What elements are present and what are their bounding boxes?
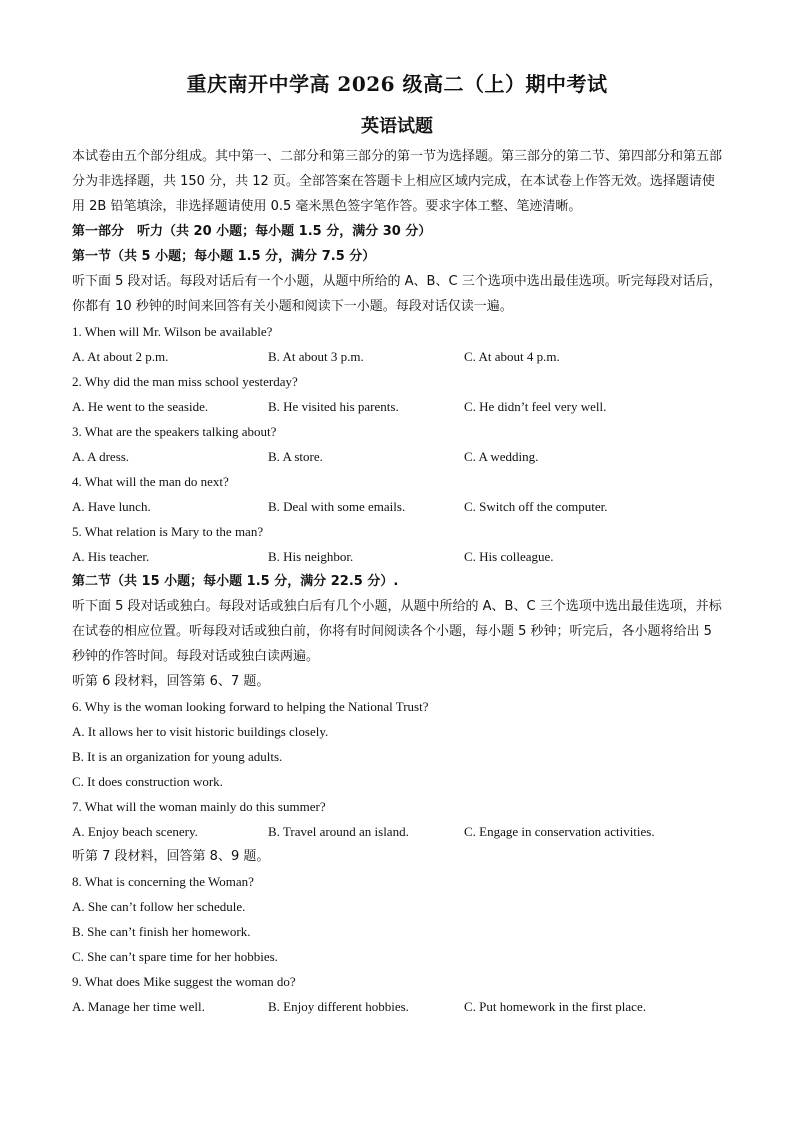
exam-title: 重庆南开中学高 2026 级高二（上）期中考试 [186, 72, 608, 96]
intro-paragraph: 本试卷由五个部分组成。其中第一、二部分和第三部分的第一节为选择题。第三部分的第二节、第四部分和第五部分为非选择题，共 150 分，共 12 页。全部答案在答题卡上相应区域内完成，在本试卷上作答无效。选择题请使用 2B 铅笔填涂，非选择题请使用 0.5 毫米黑色签字笔作答。要求字体工整、笔迹清晰。 [72, 149, 723, 214]
question-2-options [72, 394, 724, 419]
exam-subtitle: 英语试题 [361, 116, 433, 137]
option-b: B. A store. [268, 449, 323, 464]
material-6-note: 听第 6 段材料，回答第 6、7 题。 [72, 674, 270, 689]
question-6-option-b: B. It is an organization for young adults. [72, 749, 283, 764]
option-a: A. Have lunch. [72, 499, 151, 514]
option-a: A. His teacher. [72, 549, 150, 564]
option-c: C. Put homework in the first place. [464, 999, 646, 1014]
question-1: 1. When will Mr. Wilson be available? [72, 324, 273, 339]
option-c: C. Engage in conservation activities. [464, 824, 655, 839]
question-7: 7. What will the woman mainly do this summer? [72, 799, 326, 814]
section2-heading: 第二节（共 15 小题；每小题 1.5 分，满分 22.5 分）. [72, 574, 399, 589]
option-b: B. Travel around an island. [268, 824, 409, 839]
question-2: 2. Why did the man miss school yesterday? [72, 374, 298, 389]
option-b: B. His neighbor. [268, 549, 354, 564]
question-8-option-b: B. She can’t finish her homework. [72, 924, 251, 939]
option-b: B. He visited his parents. [268, 399, 399, 414]
option-a: A. He went to the seaside. [72, 399, 209, 414]
question-4: 4. What will the man do next? [72, 474, 229, 489]
option-a: A. A dress. [72, 449, 130, 464]
option-b: B. Deal with some emails. [268, 499, 406, 514]
question-5-options [72, 544, 724, 569]
option-c: C. A wedding. [464, 449, 539, 464]
section1-instructions: 听下面 5 段对话。每段对话后有一个小题，从题中所给的 A、B、C 三个选项中选出最佳选项。听完每段对话后，你都有 10 秒钟的时间来回答有关小题和阅读下一小题。每段对话仅读一遍。 [72, 274, 722, 314]
question-7-options [72, 819, 724, 844]
question-1-options [72, 344, 724, 369]
question-5: 5. What relation is Mary to the man? [72, 524, 264, 539]
question-8-option-a: A. She can’t follow her schedule. [72, 899, 246, 914]
question-9: 9. What does Mike suggest the woman do? [72, 974, 296, 989]
section1-heading: 第一节（共 5 小题；每小题 1.5 分，满分 7.5 分） [72, 249, 376, 264]
exam-body [72, 144, 724, 1019]
option-a: A. Enjoy beach scenery. [72, 824, 198, 839]
option-a: A. At about 2 p.m. [72, 349, 169, 364]
material-7-note: 听第 7 段材料，回答第 8、9 题。 [72, 849, 270, 864]
option-b: B. Enjoy different hobbies. [268, 999, 409, 1014]
option-c: C. Switch off the computer. [464, 499, 608, 514]
option-b: B. At about 3 p.m. [268, 349, 364, 364]
option-c: C. His colleague. [464, 549, 554, 564]
option-a: A. Manage her time well. [72, 999, 205, 1014]
question-8: 8. What is concerning the Woman? [72, 874, 254, 889]
option-c: C. At about 4 p.m. [464, 349, 560, 364]
question-9-options [72, 994, 724, 1019]
question-6-option-a: A. It allows her to visit historic buildings closely. [72, 724, 329, 739]
part1-heading: 第一部分 听力（共 20 小题；每小题 1.5 分，满分 30 分） [72, 224, 432, 239]
question-4-options [72, 494, 724, 519]
question-3-options [72, 444, 724, 469]
question-6-option-c: C. It does construction work. [72, 774, 223, 789]
question-3: 3. What are the speakers talking about? [72, 424, 277, 439]
section2-instructions: 听下面 5 段对话或独白。每段对话或独白后有几个小题，从题中所给的 A、B、C 三个选项中选出最佳选项，并标在试卷的相应位置。听每段对话或独白前，你将有时间阅读各个小题，每小题 5 秒钟；听完后，各小题将给出 5 秒钟的作答时间。每段对话或独白读两遍。 [72, 599, 722, 664]
question-6: 6. Why is the woman looking forward to helping the National Trust? [72, 699, 429, 714]
option-c: C. He didn’t feel very well. [464, 399, 607, 414]
question-8-option-c: C. She can’t spare time for her hobbies. [72, 949, 278, 964]
